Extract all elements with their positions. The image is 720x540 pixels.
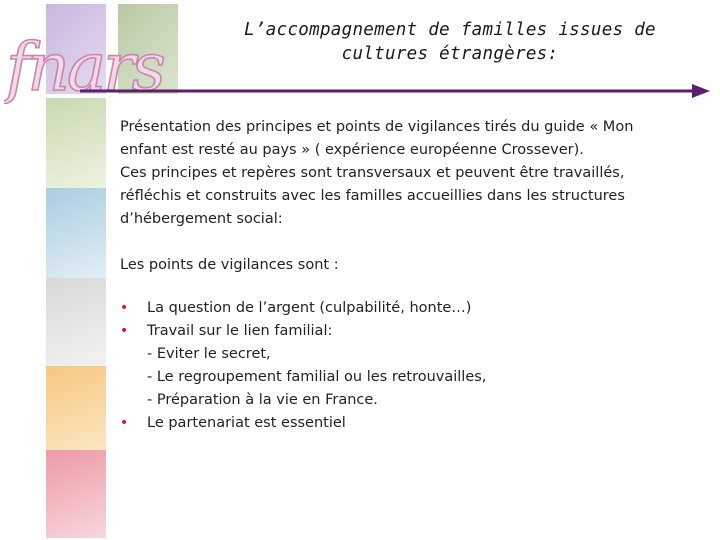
- list-item: [120, 412, 705, 435]
- intro-line: enfant est resté au pays » ( expérience européenne Crossever).: [120, 142, 584, 158]
- sub-item: - Préparation à la vie en France.: [147, 392, 378, 408]
- slide-title: [200, 18, 700, 66]
- bullet-icon: •: [120, 415, 129, 431]
- list-item-text: Le partenariat est essentiel: [147, 415, 346, 431]
- intro-paragraph: [120, 116, 705, 231]
- photo-tile-lightgreen: [46, 98, 106, 190]
- intro-line: Ces principes et repères sont transversaux et peuvent être travaillés,: [120, 165, 625, 181]
- vigilance-list: [120, 297, 705, 435]
- list-item-text: Travail sur le lien familial:: [147, 323, 333, 339]
- sub-item: - Le regroupement familial ou les retrouvailles,: [147, 369, 487, 385]
- list-item: [120, 297, 705, 320]
- slide-body: [120, 116, 705, 435]
- intro-line: réfléchis et construits avec les familles accueillies dans les structures: [120, 188, 625, 204]
- title-line-2: cultures étrangères:: [341, 44, 559, 64]
- photo-tile-blue: [46, 188, 106, 278]
- vigilance-heading: Les points de vigilances sont :: [120, 257, 339, 273]
- photo-tile-orange: [46, 366, 106, 450]
- list-item-text: La question de l’argent (culpabilité, honte…): [147, 300, 472, 316]
- list-item: [120, 320, 705, 412]
- photo-tile-grey: [46, 278, 106, 366]
- title-arrow-rule: [80, 84, 710, 98]
- title-line-1: L’accompagnement de familles issues de: [244, 20, 656, 40]
- bullet-icon: •: [120, 323, 129, 339]
- intro-line: Présentation des principes et points de vigilances tirés du guide « Mon: [120, 119, 634, 135]
- bullet-icon: •: [120, 300, 129, 316]
- intro-line: d’hébergement social:: [120, 211, 283, 227]
- sub-item: - Eviter le secret,: [147, 346, 271, 362]
- logo-text: fnars: [6, 29, 163, 104]
- photo-tile-pink: [46, 450, 106, 538]
